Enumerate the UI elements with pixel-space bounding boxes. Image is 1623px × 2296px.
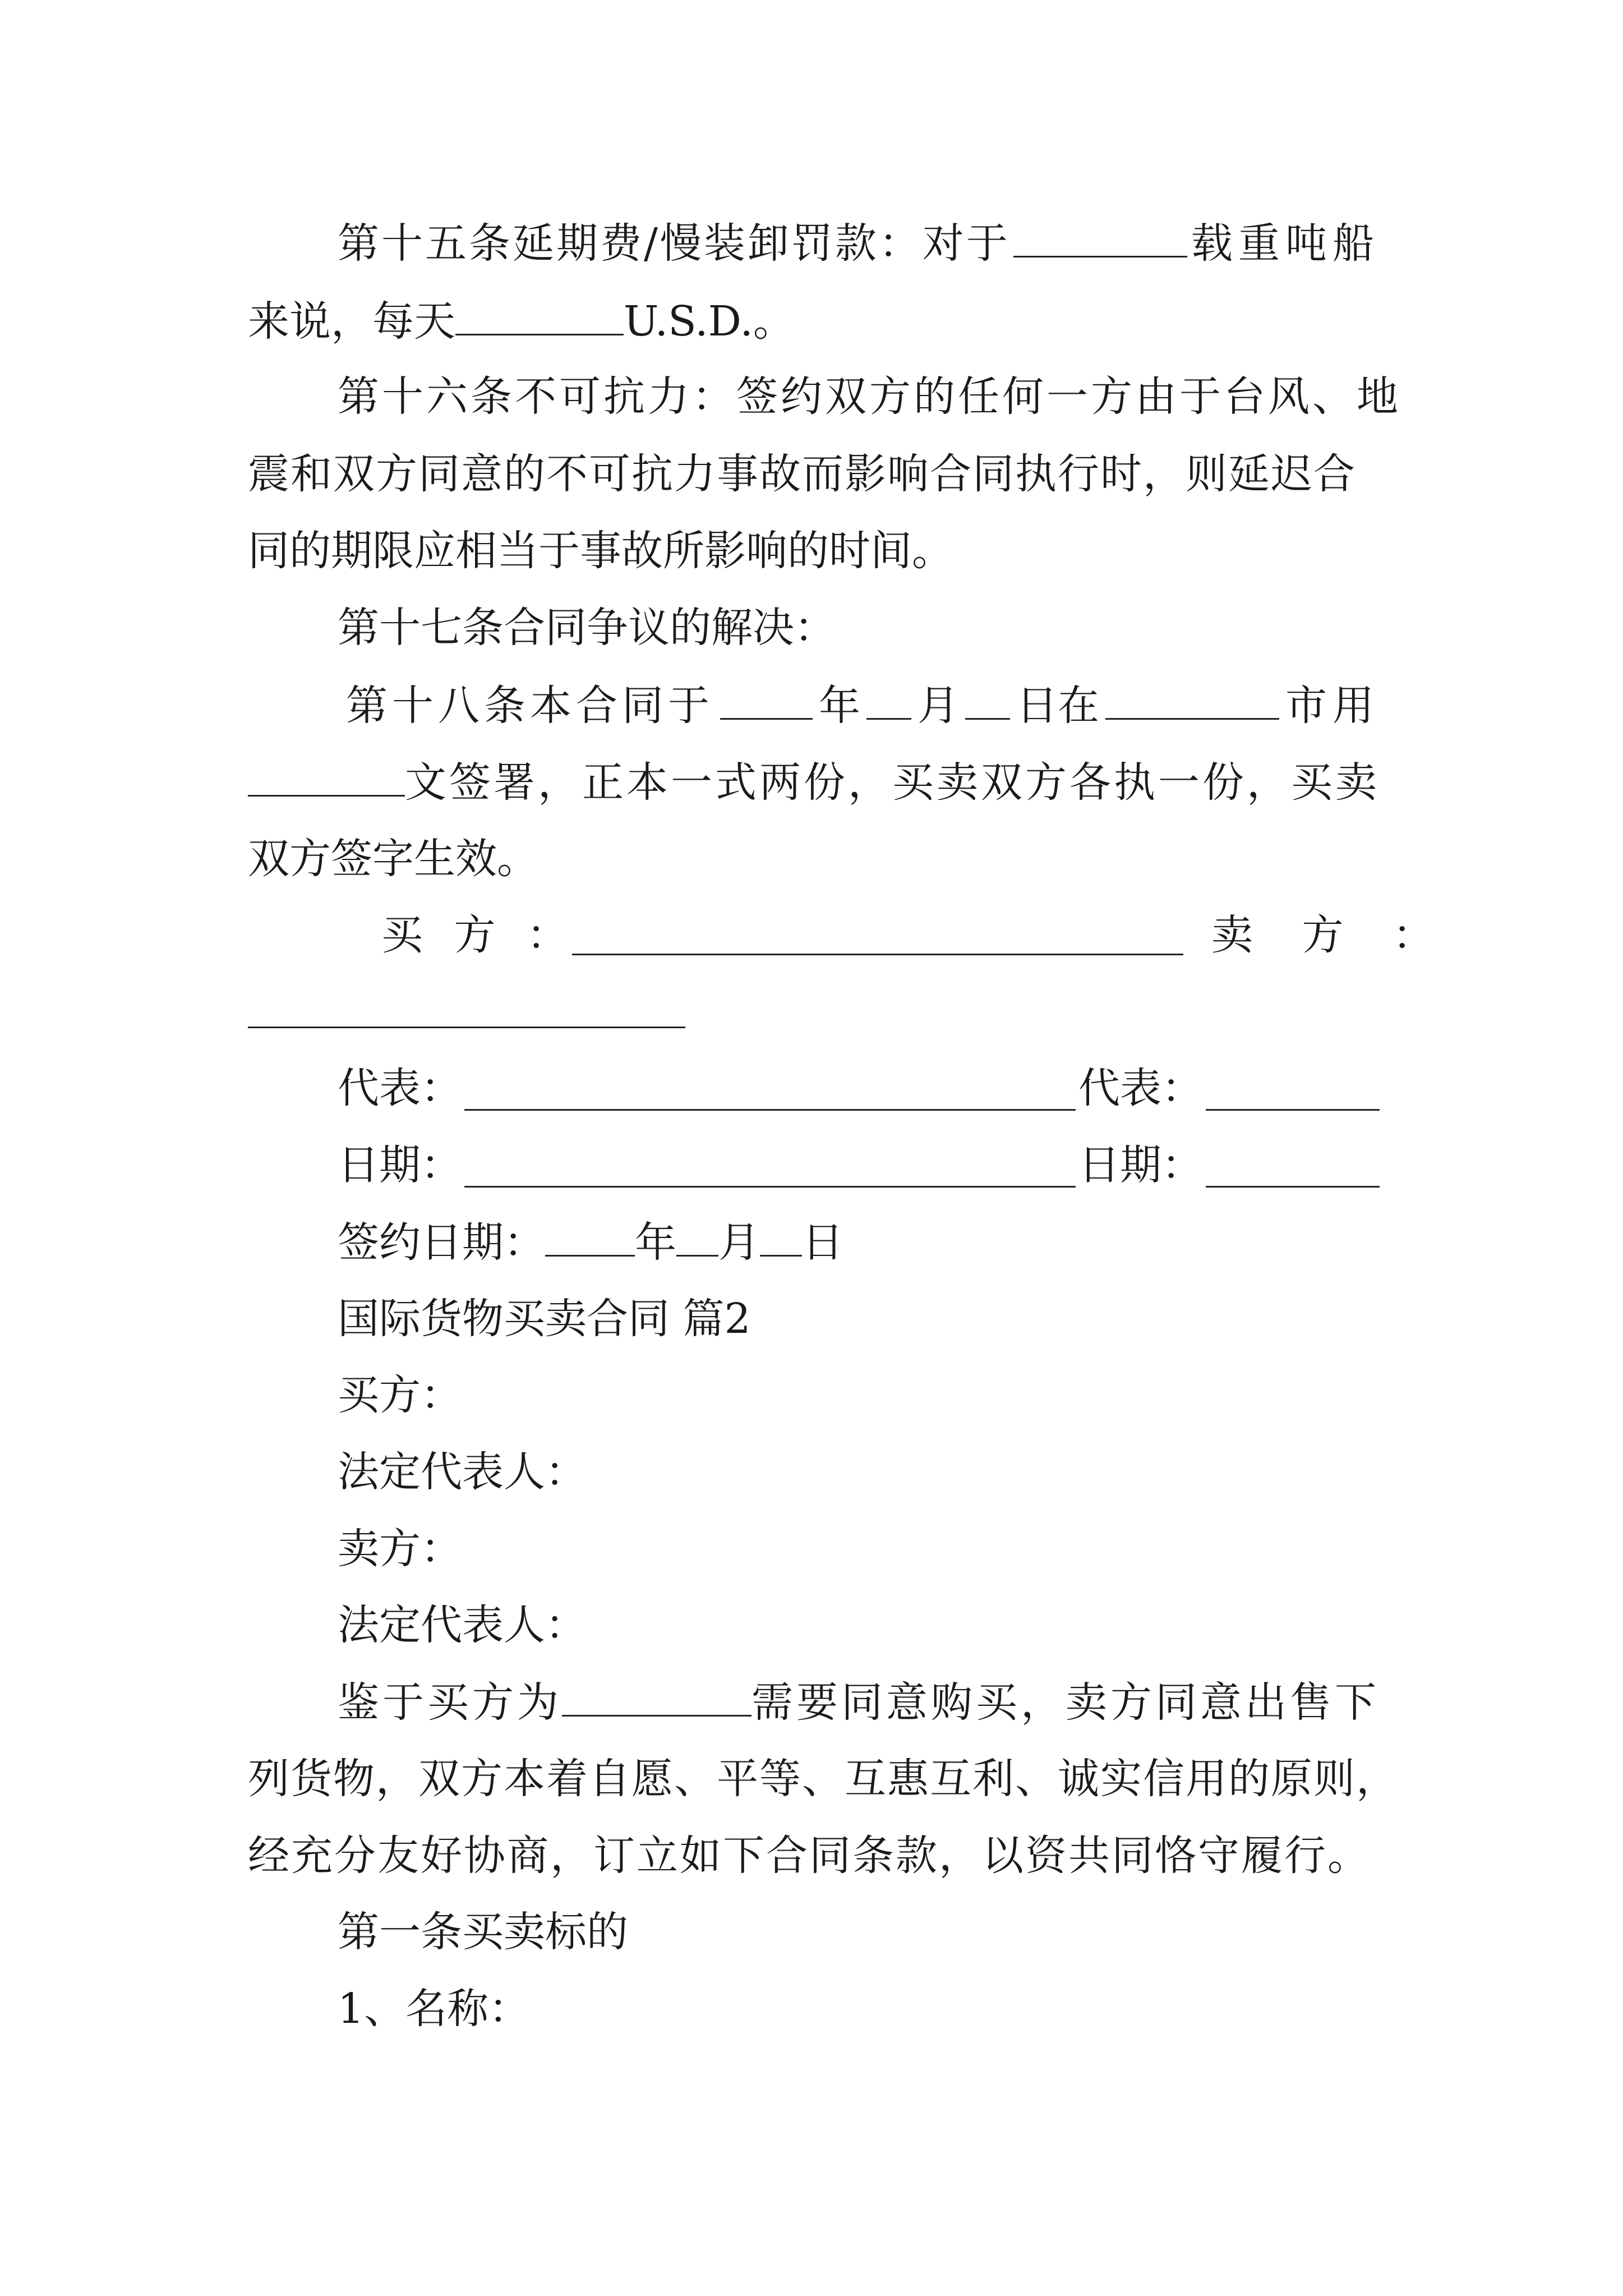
article-15-line-2 bbox=[248, 297, 795, 346]
language-blank[interactable] bbox=[248, 761, 405, 797]
article-15-text-c: 来说，每天 bbox=[248, 297, 455, 346]
daily-rate-blank[interactable] bbox=[455, 300, 624, 335]
sign-date-day: 日 bbox=[802, 1218, 843, 1267]
seller-signature-line[interactable] bbox=[248, 1027, 685, 1028]
article-18-year: 年 bbox=[819, 682, 860, 730]
seller-rep-label: 代表： bbox=[1078, 1064, 1203, 1112]
article-15-line-1 bbox=[338, 219, 1380, 268]
contract-2-seller-rep: 法定代表人： bbox=[338, 1601, 587, 1649]
contract-2-title: 国际货物买卖合同 篇2 bbox=[338, 1295, 751, 1343]
article-18-city: 市用 bbox=[1285, 682, 1380, 730]
article-18-line-1 bbox=[346, 682, 1380, 730]
contract-2-intro-a: 鉴于买方为 bbox=[338, 1678, 562, 1727]
sign-day-blank[interactable] bbox=[965, 684, 1010, 720]
contract-2-seller: 卖方： bbox=[338, 1525, 462, 1573]
buyer-label: 买 方 ： bbox=[381, 911, 578, 959]
sign-date-day-blank[interactable] bbox=[760, 1221, 802, 1257]
article-18-line-2 bbox=[248, 758, 1380, 807]
buyer-date-line[interactable] bbox=[464, 1186, 1076, 1188]
buyer-rep-label: 代表： bbox=[338, 1064, 462, 1112]
seller-label: 卖 方 ： bbox=[1211, 911, 1453, 959]
article-18-line-3: 双方签字生效。 bbox=[248, 835, 538, 883]
article-18-month: 月 bbox=[917, 682, 959, 730]
sign-date-label: 签约日期： bbox=[338, 1218, 545, 1267]
article-18-text-b: 文签署，正本一式两份，买卖双方各执一份，买卖 bbox=[405, 758, 1380, 807]
contract-2-article-1: 第一条买卖标的 bbox=[338, 1908, 628, 1956]
tonnage-blank[interactable] bbox=[1013, 222, 1187, 257]
seller-date-label: 日期： bbox=[1078, 1141, 1203, 1189]
article-16-line-3: 同的期限应相当于事故所影响的时间。 bbox=[248, 527, 953, 575]
sign-date-year-blank[interactable] bbox=[545, 1221, 635, 1257]
sign-date-line bbox=[338, 1218, 843, 1267]
purpose-blank[interactable] bbox=[562, 1681, 751, 1717]
contract-2-buyer: 买方： bbox=[338, 1371, 462, 1419]
seller-date-line[interactable] bbox=[1206, 1186, 1380, 1188]
sign-date-month: 月 bbox=[718, 1218, 760, 1267]
contract-2-intro-line-1 bbox=[338, 1678, 1380, 1727]
article-16-line-2: 震和双方同意的不可抗力事故而影响合同执行时，则延迟合 bbox=[248, 450, 1356, 498]
sign-month-blank[interactable] bbox=[866, 684, 911, 720]
city-blank[interactable] bbox=[1105, 684, 1279, 720]
seller-rep-line[interactable] bbox=[1206, 1109, 1380, 1111]
article-15-text-b: 载重吨船 bbox=[1191, 219, 1380, 268]
contract-2-intro-line-3: 经充分友好协商，订立如下合同条款，以资共同恪守履行。 bbox=[248, 1832, 1371, 1880]
article-16-line-1: 第十六条不可抗力：签约双方的任何一方由于台风、地 bbox=[338, 372, 1401, 421]
article-15-text-a: 第十五条延期费/慢装卸罚款：对于 bbox=[338, 219, 1010, 268]
buyer-rep-line[interactable] bbox=[464, 1109, 1076, 1111]
sign-date-year: 年 bbox=[635, 1218, 676, 1267]
article-18-text-a: 第十八条本合同于 bbox=[346, 682, 714, 730]
contract-2-buyer-rep: 法定代表人： bbox=[338, 1448, 587, 1496]
sign-date-month-blank[interactable] bbox=[676, 1221, 718, 1257]
contract-2-intro-b: 需要同意购买，卖方同意出售下 bbox=[751, 1678, 1380, 1727]
buyer-signature-line[interactable] bbox=[572, 954, 1183, 955]
contract-2-item-1: 1、名称： bbox=[338, 1985, 531, 2033]
buyer-date-label: 日期： bbox=[338, 1141, 462, 1189]
sign-year-blank[interactable] bbox=[720, 684, 813, 720]
contract-2-intro-line-2: 列货物，双方本着自愿、平等、互惠互利、诚实信用的原则， bbox=[248, 1755, 1399, 1803]
article-17: 第十七条合同争议的解决： bbox=[338, 604, 836, 652]
article-18-day: 日在 bbox=[1016, 682, 1099, 730]
article-15-text-d: U.S.D.。 bbox=[624, 297, 795, 346]
